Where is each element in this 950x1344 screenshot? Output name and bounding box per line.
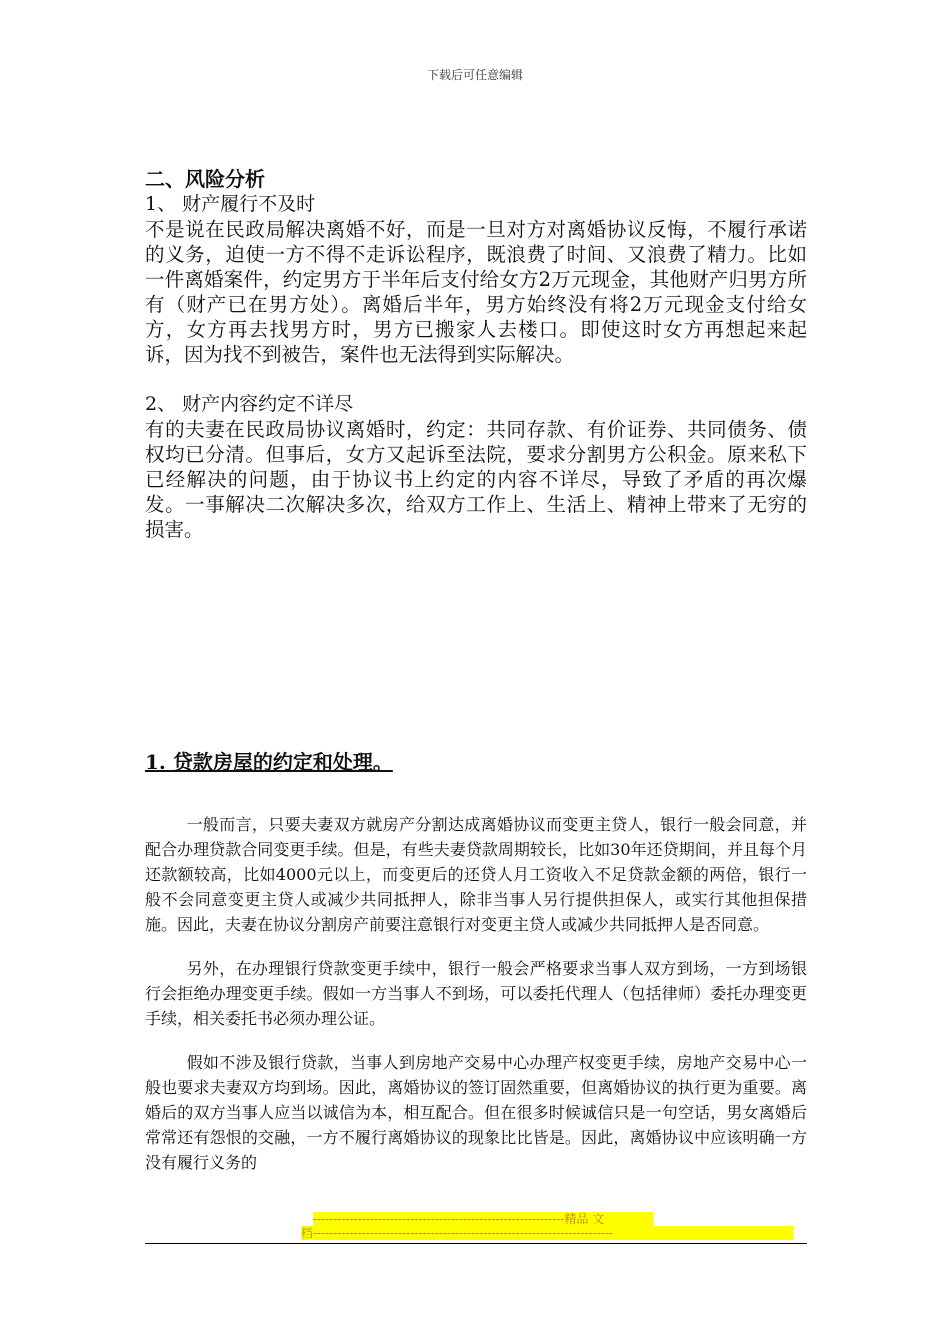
section-heading-risk: 二、风险分析 — [145, 167, 265, 191]
footer-watermark-line-1: --------------------------------------------------------------精品 文 — [313, 1212, 653, 1226]
page-footer — [145, 1212, 807, 1244]
loan-paragraph-1: 一般而言，只要夫妻双方就房产分割达成离婚协议而变更主贷人，银行一般会同意，并配合办理贷款合同变更手续。但是，有些夫妻贷款周期较长，比如30年还贷期间，并且每个月还款额较高，比如4000元以上，而变更后的还贷人月工资收入不足贷款金额的两倍，银行一般不会同意变更主贷人或减少共同抵押人，除非当事人另行提供担保人，或实行其他担保措施。因此，夫妻在协议分割房产前要注意银行对变更主贷人或减少共同抵押人是否同意。 — [145, 815, 807, 934]
item-body-1: 不是说在民政局解决离婚不好，而是一旦对方对离婚协议反悔，不履行承诺的义务，迫使一方不得不走诉讼程序，既浪费了时间、又浪费了精力。比如一件离婚案件，约定男方于半年后支付给女方2万元现金，其他财产归男方所有（财产已在男方处）。离婚后半年，男方始终没有将2万元现金支付给女方，女方再去找男方时，男方已搬家人去楼口。即使这时女方再想起来起诉，因为找不到被告，案件也无法得到实际解决。 — [145, 218, 807, 366]
spacer — [145, 367, 807, 392]
risk-analysis-section — [145, 166, 807, 542]
loan-paragraph-3: 假如不涉及银行贷款，当事人到房地产交易中心办理产权变更手续，房地产交易中心一般也要求夫妻双方均到场。因此，离婚协议的签订固然重要，但离婚协议的执行更为重要。离婚后的双方当事人应当以诚信为本，相互配合。但在很多时候诚信只是一句空话，男女离婚后常常还有怨恨的交融，一方不履行离婚协议的现象比比皆是。因此，离婚协议中应该明确一方没有履行义务的 — [145, 1053, 807, 1172]
footer-divider — [145, 1243, 807, 1244]
loan-paragraph-2: 另外，在办理银行贷款变更手续中，银行一般会严格要求当事人双方到场，一方到场银行会拒绝办理变更手续。假如一方当事人不到场，可以委托代理人（包括律师）委托办理变更手续，相关委托书必须办理公证。 — [145, 959, 807, 1028]
item-title-1: 1、 财产履行不及时 — [145, 193, 316, 215]
footer-watermark-line-2: 档-------------------------------------------------------------------------- — [301, 1226, 793, 1240]
loan-section — [145, 748, 807, 1175]
section-heading-loan: 1. 贷款房屋的约定和处理。 — [145, 750, 393, 774]
item-title-2: 2、 财产内容约定不详尽 — [145, 393, 354, 415]
item-body-2: 有的夫妻在民政局协议离婚时，约定：共同存款、有价证券、共同债务、债权均已分清。但事后，女方又起诉至法院，要求分割男方公积金。原来私下已经解决的问题，由于协议书上约定的内容不详尽，导致了矛盾的再次爆发。一事解决二次解决多次，给双方工作上、生活上、精神上带来了无穷的损害。 — [145, 418, 807, 541]
page-header: 下载后可任意编辑 — [426, 68, 523, 82]
